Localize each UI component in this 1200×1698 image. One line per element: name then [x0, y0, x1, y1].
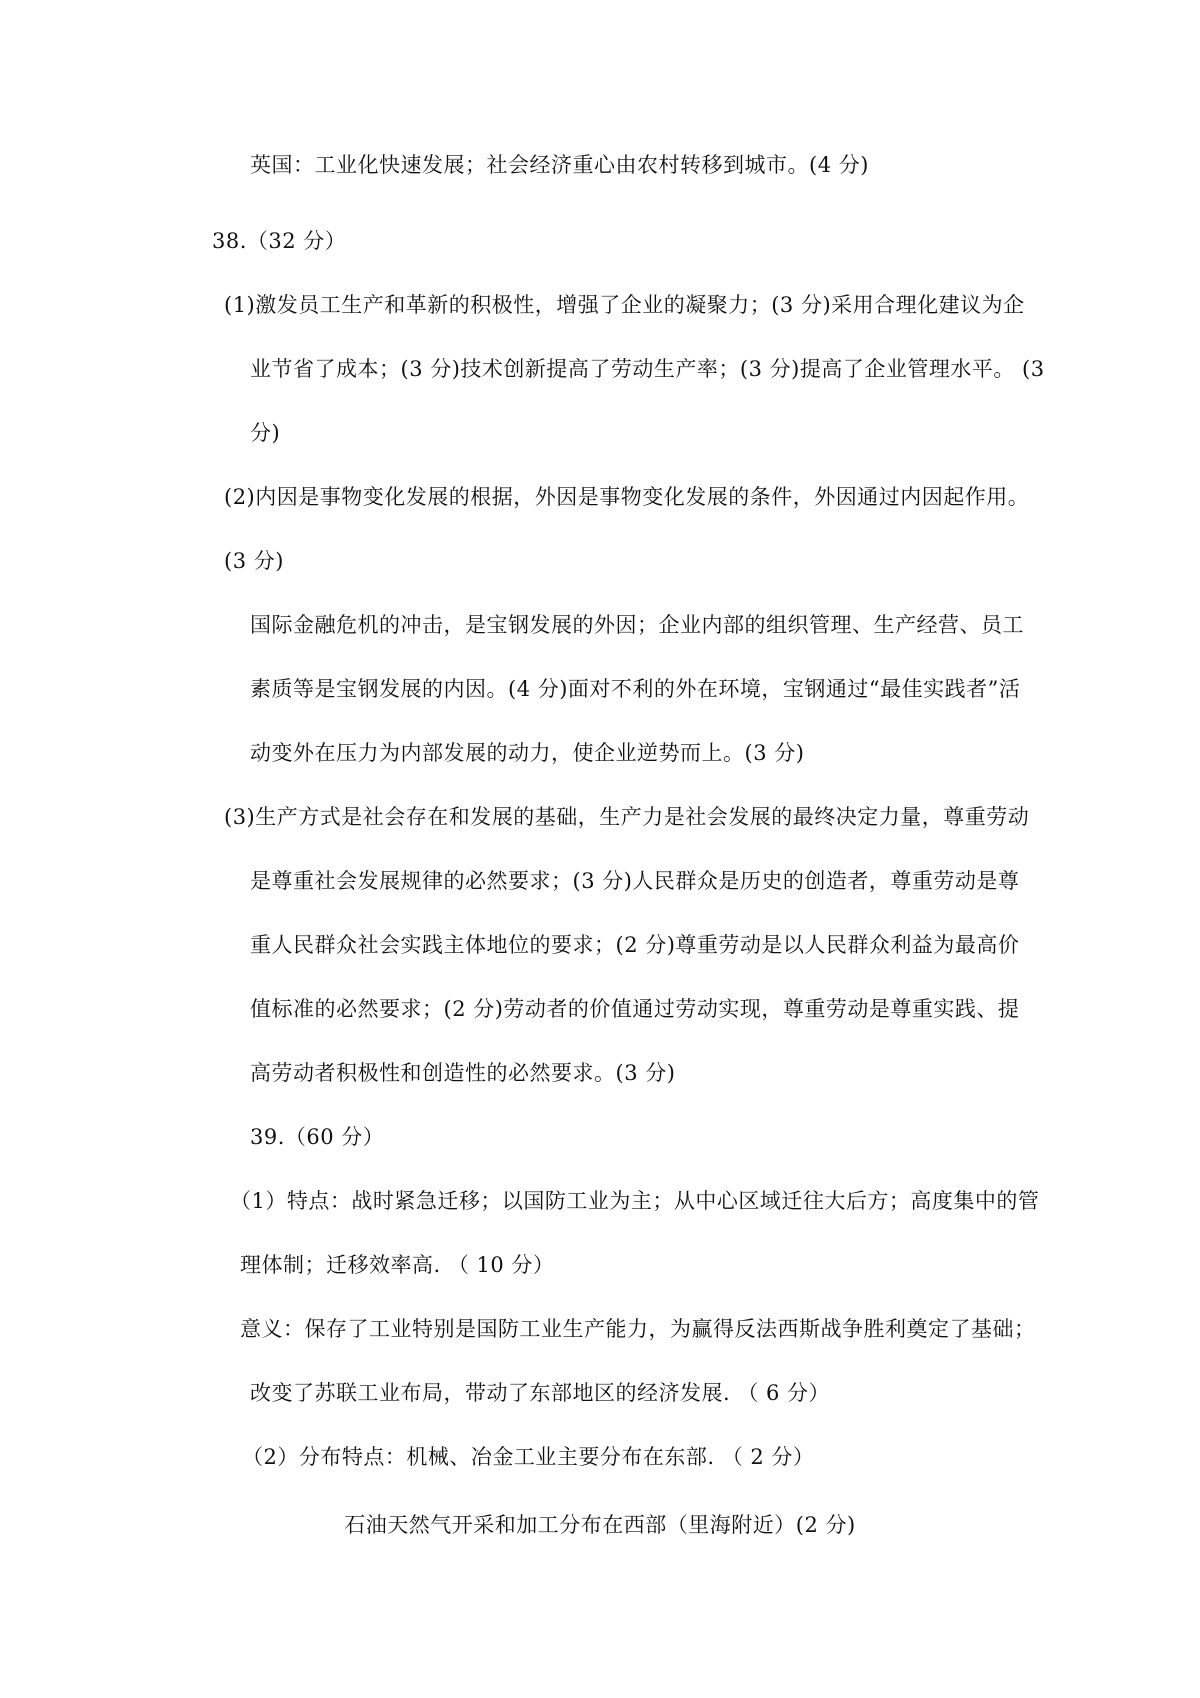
answer-line: 英国：工业化快速发展；社会经济重心由农村转移到城市。(4 分) — [250, 153, 869, 177]
answer-line: 分) — [250, 421, 281, 445]
answer-line: 理体制；迁移效率高. （ 10 分） — [240, 1253, 555, 1277]
answer-line: （1）特点：战时紧急迁移；以国防工业为主；从中心区域迁往大后方；高度集中的管 — [230, 1189, 1040, 1213]
answer-line: （2）分布特点：机械、冶金工业主要分布在东部. （ 2 分） — [242, 1445, 815, 1469]
answer-line: (3)生产方式是社会存在和发展的基础，生产力是社会发展的最终决定力量，尊重劳动 — [224, 805, 1030, 829]
answer-line: 值标准的必然要求；(2 分)劳动者的价值通过劳动实现，尊重劳动是尊重实践、提 — [250, 997, 1020, 1021]
answer-line: 重人民群众社会实践主体地位的要求；(2 分)尊重劳动是以人民群众利益为最高价 — [250, 933, 1020, 957]
answer-line: 素质等是宝钢发展的内因。(4 分)面对不利的外在环境，宝钢通过“最佳实践者”活 — [250, 677, 1021, 701]
answer-line: (3 分) — [224, 549, 284, 573]
question-38-heading: 38.（32 分） — [212, 229, 347, 253]
answer-line: 业节省了成本；(3 分)技术创新提高了劳动生产率；(3 分)提高了企业管理水平。 (3 — [250, 357, 1045, 381]
question-39-heading: 39.（60 分） — [250, 1125, 385, 1149]
answer-line: (2)内因是事物变化发展的根据，外因是事物变化发展的条件，外因通过内因起作用。 — [224, 485, 1030, 509]
answer-line: 石油天然气开采和加工分布在西部（里海附近）(2 分) — [344, 1513, 856, 1537]
answer-line: (1)激发员工生产和革新的积极性，增强了企业的凝聚力；(3 分)采用合理化建议为企 — [224, 293, 1025, 317]
answer-line: 动变外在压力为内部发展的动力，使企业逆势而上。(3 分) — [250, 741, 805, 765]
answer-line: 国际金融危机的冲击，是宝钢发展的外因；企业内部的组织管理、生产经营、员工 — [250, 613, 1024, 637]
answer-line: 高劳动者积极性和创造性的必然要求。(3 分) — [250, 1061, 676, 1085]
answer-line: 是尊重社会发展规律的必然要求；(3 分)人民群众是历史的创造者，尊重劳动是尊 — [250, 869, 1020, 893]
answer-line: 改变了苏联工业布局，带动了东部地区的经济发展. （ 6 分） — [250, 1381, 831, 1405]
answer-line: 意义：保存了工业特别是国防工业生产能力，为赢得反法西斯战争胜利奠定了基础； — [240, 1317, 1036, 1341]
